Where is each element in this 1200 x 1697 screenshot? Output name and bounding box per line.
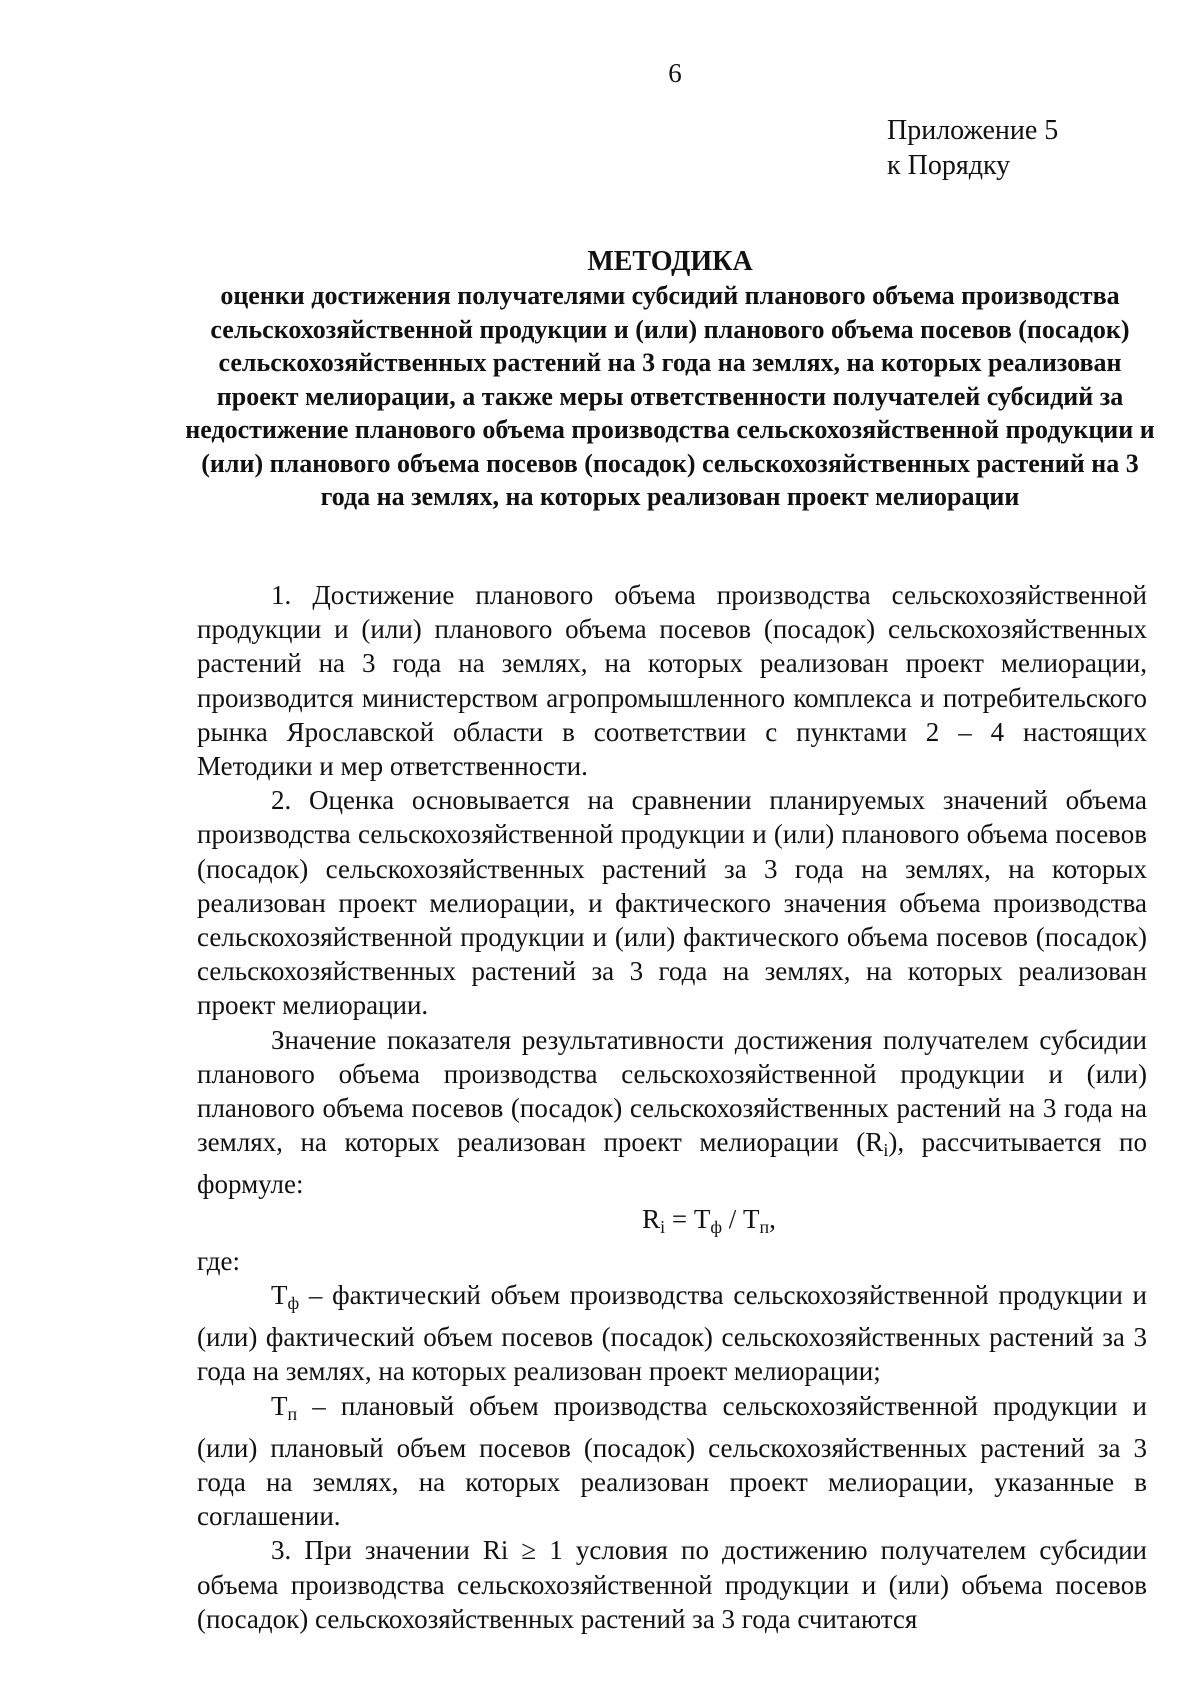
- appendix-line-2: к Порядку: [887, 150, 1011, 181]
- appendix-line-1: Приложение 5: [887, 115, 1059, 146]
- formula-equals-t: = Т: [665, 1203, 711, 1234]
- definition-tp: [197, 1389, 1147, 1534]
- document-body: [197, 578, 1147, 1636]
- formula-f-subscript: ф: [710, 1216, 723, 1237]
- paragraph-3-subscript: i: [883, 1140, 889, 1161]
- tp-symbol: Т: [271, 1390, 288, 1421]
- definition-tf: [197, 1278, 1147, 1389]
- document-title: МЕТОДИКА: [587, 246, 753, 277]
- paragraph-3: [197, 1023, 1147, 1202]
- where-label: где:: [197, 1245, 240, 1276]
- paragraph-2: 2. Оценка основывается на сравнении планируемых значений объема производства сельскохозяйственной продукции и (или) планового объема посевов (посадок) сельскохозяйственных растений за 3 года на землях, на которых реализован проект мелиорации, и фактического значения объема производства сельскохозяйственной продукции и (или) фактического объема посевов (посадок) сельскохозяйственных растений за 3 года на землях, на которых реализован проект мелиорации.: [197, 785, 1147, 1021]
- title-block: [185, 245, 1155, 514]
- page-number: 6: [668, 58, 682, 88]
- paragraph-3-tail: ), рассчитывается по формуле:: [197, 1127, 1147, 1200]
- tp-subscript: п: [287, 1403, 298, 1424]
- tf-symbol: Т: [271, 1280, 288, 1311]
- formula-r: R: [642, 1203, 661, 1234]
- formula-p-subscript: п: [759, 1216, 770, 1237]
- formula-end: ,: [769, 1203, 776, 1234]
- tf-definition: – фактический объем производства сельскохозяйственной продукции и (или) фактический объем посевов (посадок) сельскохозяйственных растений за 3 года на землях, на которых реализован проект мелиорации;: [197, 1280, 1147, 1387]
- document-subtitle: оценки достижения получателями субсидий планового объема производства сельскохозяйственной продукции и (или) планового объема посевов (посадок) сельскохозяйственных растений на 3 года на землях, на которых реализован проект мелиорации, а также меры ответственности получателей субсидий за недостижение планового объема производства сельскохозяйственной продукции и (или) планового объема посевов (посадок) сельскохозяйственных растений на 3 года на землях, на которых реализован проект мелиорации: [185, 281, 1155, 511]
- formula-divide-t: / Т: [722, 1203, 760, 1234]
- appendix-reference: [887, 113, 1058, 183]
- tp-definition: – плановый объем производства сельскохозяйственной продукции и (или) плановый объем посевов (посадок) сельскохозяйственных растений за 3 года на землях, на которых реализован проект мелиорации, указанные в соглашении.: [197, 1390, 1147, 1532]
- tf-subscript: ф: [287, 1293, 300, 1314]
- paragraph-3-text: Значение показателя результативности достижения получателем субсидии планового объема производства сельскохозяйственной продукции и (или) планового объема посевов (посадок) сельскохозяйственных растений на 3 года на землях, на которых реализован проект мелиорации (R: [197, 1024, 1147, 1158]
- formula-r-subscript: i: [660, 1216, 666, 1237]
- formula: [197, 1202, 1147, 1244]
- paragraph-4: 3. При значении Ri ≥ 1 условия по достижению получателем субсидии объема производства сельскохозяйственной продукции и (или) объема посевов (посадок) сельскохозяйственных растений за 3 года считаются: [197, 1535, 1147, 1634]
- paragraph-1: 1. Достижение планового объема производства сельскохозяйственной продукции и (или) планового объема посевов (посадок) сельскохозяйственных растений на 3 года на землях, на которых реализован проект мелиорации, производится министерством агропромышленного комплекса и потребительского рынка Ярославской области в соответствии с пунктами 2 – 4 настоящих Методики и мер ответственности.: [197, 580, 1147, 782]
